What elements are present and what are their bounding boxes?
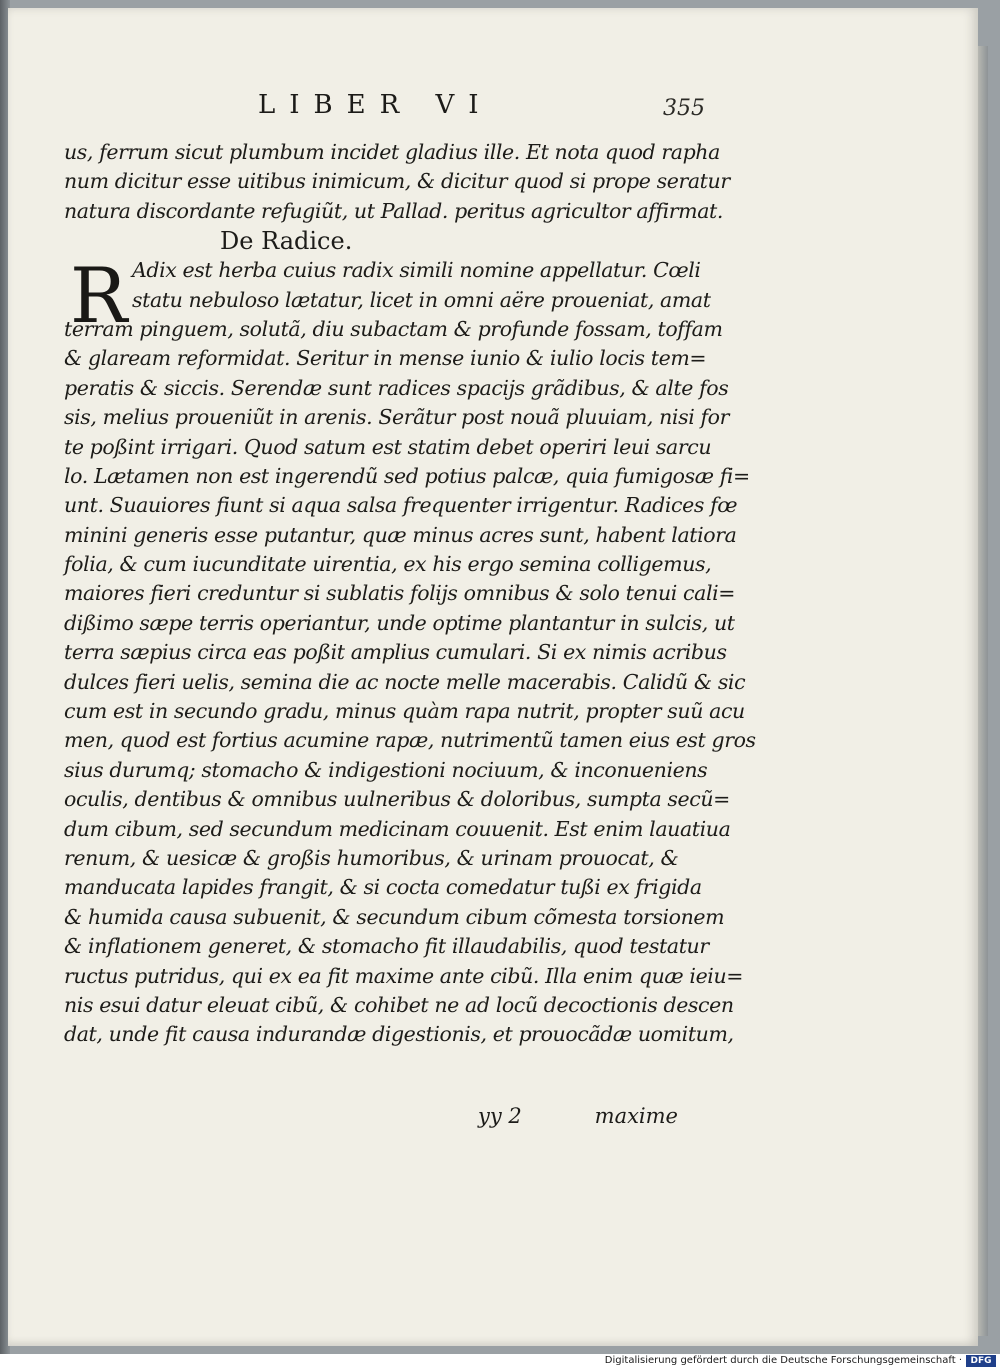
text-line: dißimo sæpe terris operiantur, unde optime plantantur in sulcis, ut [64, 610, 735, 635]
text-line: cum est in secundo gradu, minus quàm rapa nutrit, propter suũ acu [64, 699, 745, 724]
text-line: & inflationem generet, & stomacho fit illaudabilis, quod testatur [64, 934, 709, 959]
text-line: oculis, dentibus & omnibus uulneribus & doloribus, sumpta secũ= [64, 787, 730, 812]
catchline [478, 1104, 678, 1128]
running-head: LIBER VI [258, 90, 493, 120]
text-line: manducata lapides frangit, & si cocta comedatur tußi ex frigida [64, 875, 702, 900]
drop-cap-initial: R [70, 251, 127, 341]
folio-number: 355 [663, 96, 705, 121]
text-block [64, 138, 756, 1050]
text-line: ructus putridus, qui ex ea fit maxime ante cibũ. Illa enim quæ ieiu= [64, 963, 744, 988]
footer-funding-note: Digitalisierung gefördert durch die Deutsche Forschungsgemeinschaft · [604, 1355, 962, 1366]
text-line: renum, & uesicæ & großis humoribus, & urinam prouocat, & [64, 845, 679, 870]
text-line: terra sæpius circa eas poßit amplius cumulari. Si ex nimis acribus [64, 640, 727, 665]
text-line: te poßint irrigari. Quod satum est statim debet operiri leui sarcu [64, 434, 712, 459]
text-line: dum cibum, sed secundum medicinam couuenit. Est enim lauatiua [64, 816, 731, 841]
text-line: dulces fieri uelis, semina die ac nocte melle macerabis. Calidũ & sic [64, 669, 746, 694]
text-line: peratis & siccis. Serendæ sunt radices spacijs grãdibus, & alte fos [64, 375, 729, 400]
text-line: nis esui datur eleuat cibũ, & cohibet ne ad locũ decoctionis descen [64, 992, 734, 1017]
text-line: natura discordante refugiũt, ut Pallad. peritus agricultor affirmat. [64, 198, 723, 223]
text-line: dat, unde fit causa indurandæ digestionis, et prouocãdæ uomitum, [64, 1022, 734, 1047]
text-line: maiores fieri creduntur si sublatis folijs omnibus & solo tenui cali= [64, 581, 736, 606]
text-line: Adix est herba cuius radix simili nomine appellatur. Cœli [132, 258, 701, 283]
text-line: statu nebuloso lætatur, licet in omni aëre proueniat, amat [132, 287, 711, 312]
text-line: us, ferrum sicut plumbum incidet gladius ille. Et nota quod rapha [64, 140, 720, 164]
text-line: minini generis esse putantur, quæ minus acres sunt, habent latiora [64, 522, 737, 547]
book-page [8, 8, 978, 1346]
text-line: & humida causa subuenit, & secundum cibum cõmesta torsionem [64, 904, 725, 929]
text-line: sius durumq; stomacho & indigestioni nociuum, & inconueniens [64, 757, 708, 782]
signature-mark: yy 2 [478, 1104, 522, 1128]
section-heading: De Radice. [220, 227, 353, 256]
text-line: lo. Lætamen non est ingerendũ sed potius palcæ, quia fumigosæ fi= [64, 463, 750, 488]
text-line: sis, melius proueniũt in arenis. Serãtur post nouã pluuiam, nisi for [64, 405, 730, 430]
text-line: unt. Suauiores fiunt si aqua salsa frequenter irrigentur. Radices fœ [64, 493, 738, 518]
text-line: folia, & cum iucunditate uirentia, ex his ergo semina colligemus, [64, 552, 712, 577]
dfg-logo-icon: DFG [966, 1355, 996, 1367]
text-line: & glaream reformidat. Seritur in mense iunio & iulio locis tem= [64, 346, 707, 371]
catchword: maxime [594, 1104, 678, 1128]
text-line: num dicitur esse uitibus inimicum, & dicitur quod si prope seratur [64, 169, 730, 194]
text-line: men, quod est fortius acumine rapæ, nutrimentũ tamen eius est gros [64, 728, 756, 753]
text-line: terram pinguem, solutã, diu subactam & profunde fossam, toffam [64, 316, 723, 341]
